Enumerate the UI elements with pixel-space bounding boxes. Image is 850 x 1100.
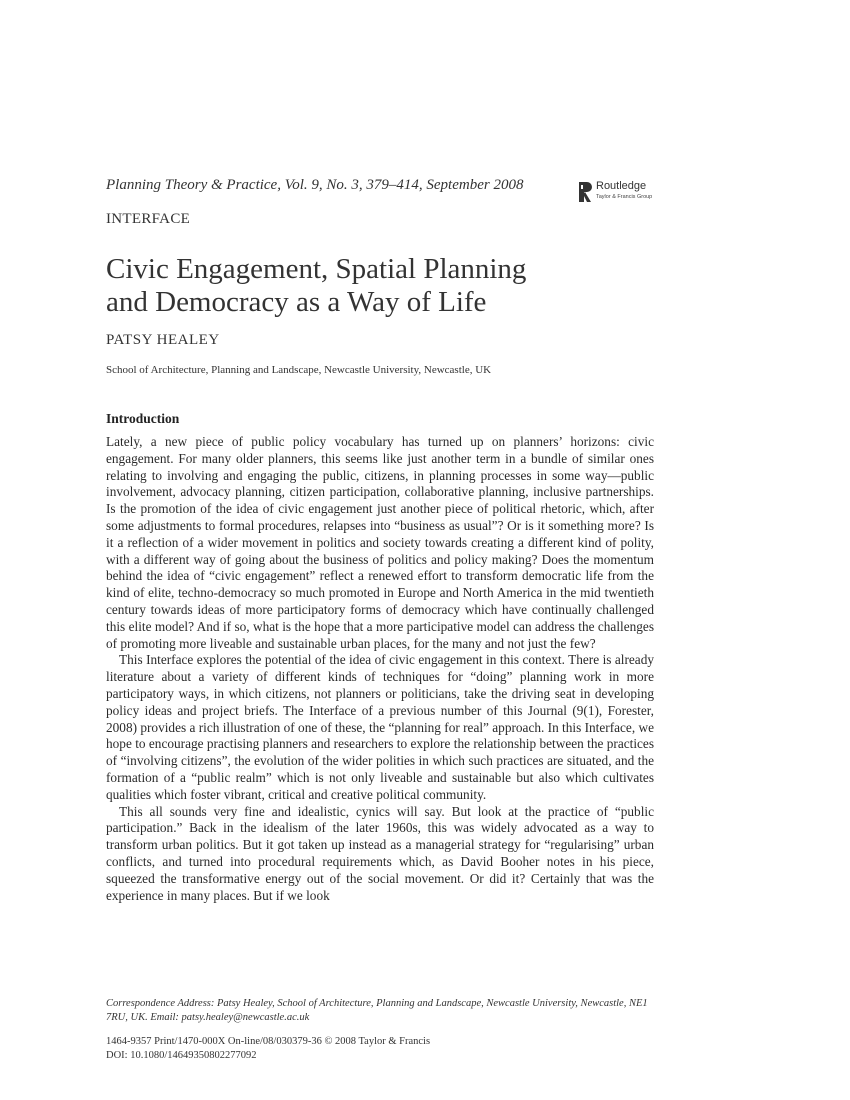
routledge-logo-icon: [578, 181, 592, 203]
article-body: [106, 434, 654, 904]
title-line-2: and Democracy as a Way of Life: [106, 286, 487, 318]
correspondence-address: Correspondence Address: Patsy Healey, School of Architecture, Planning and Landscape, Newcastle University, Newcastle, NE1 7RU, UK. Email: patsy.healey@newcastle.ac.uk: [106, 998, 648, 1023]
journal-citation: Planning Theory & Practice, Vol. 9, No. 3, 379–414, September 2008: [106, 177, 524, 193]
body-paragraph-2: This Interface explores the potential of the idea of civic engagement in this context. There is already literature about a variety of different kinds of techniques for “doing” planning work in more participatory ways, in which citizens, not planners or politicians, take the driving seat in developing policy ideas and project briefs. The Interface of a previous number of this Journal (9(1), Forester, 2008) provides a rich illustration of one of these, the “planning for real” approach. In this Interface, we hope to encourage practising planners and researchers to explore the relationship between the practices of “involving citizens”, the evolution of the wider polities in which such practices are situated, and the formation of a “public realm” which is not only liveable and sustainable but also which cultivates qualities which foster vibrant, critical and creative political community.: [106, 652, 654, 802]
publisher-logo: [578, 180, 658, 204]
section-type: INTERFACE: [106, 211, 191, 227]
title-line-1: Civic Engagement, Spatial Planning: [106, 253, 527, 285]
publisher-subtitle: Taylor & Francis Group: [596, 194, 653, 200]
issn-line: 1464-9357 Print/1470-000X On-line/08/030379-36 © 2008 Taylor & Francis: [106, 1036, 431, 1047]
publication-info: [106, 1035, 654, 1063]
section-heading: Introduction: [106, 411, 180, 426]
body-paragraph-3: This all sounds very fine and idealistic, cynics will say. But look at the practice of “public participation.” Back in the idealism of the later 1960s, this was widely advocated as a way to transform urban politics. But it got taken up instead as a managerial strategy for “regularising” urban conflicts, and turned into procedural requirements which, as David Booher notes in his piece, squeezed the transformative energy out of the social movement. Or did it? Certainly that was the experience in many places. But if we look: [106, 803, 654, 903]
doi-line: DOI: 10.1080/14649350802277092: [106, 1050, 257, 1061]
article-title: [106, 253, 666, 319]
publisher-name: Routledge: [596, 180, 647, 192]
body-paragraph-1: Lately, a new piece of public policy vocabulary has turned up on planners’ horizons: civic engagement. For many older planners, this seems like just another term in a bundle of similar ones relating to involving and engaging the public, citizens, in planning processes in some way—public involvement, advocacy planning, citizen participation, collaborative planning, inclusive partnerships. Is the promotion of the idea of civic engagement just another piece of political rhetoric, which, after some adjustments to formal procedures, relapses into “business as usual”? Or is it something more? Is it a reflection of a wider movement in politics and society towards creating a different kind of polity, with a different way of going about the business of politics and policy making? Does the momentum behind the idea of “civic engagement” reflect a renewed effort to transform democratic life from the kind of elite, techno-democracy so much promoted in Europe and North America in the mid twentieth century towards ideas of more participatory forms of democracy which have continually challenged this elite model? And if so, what is the hope that a more participative model can address the challenges of promoting more liveable and sustainable urban places, for the many and not just the few?: [106, 434, 654, 651]
author-affiliation: School of Architecture, Planning and Landscape, Newcastle University, Newcastle, UK: [106, 364, 492, 376]
author-name: PATSY HEALEY: [106, 332, 220, 348]
